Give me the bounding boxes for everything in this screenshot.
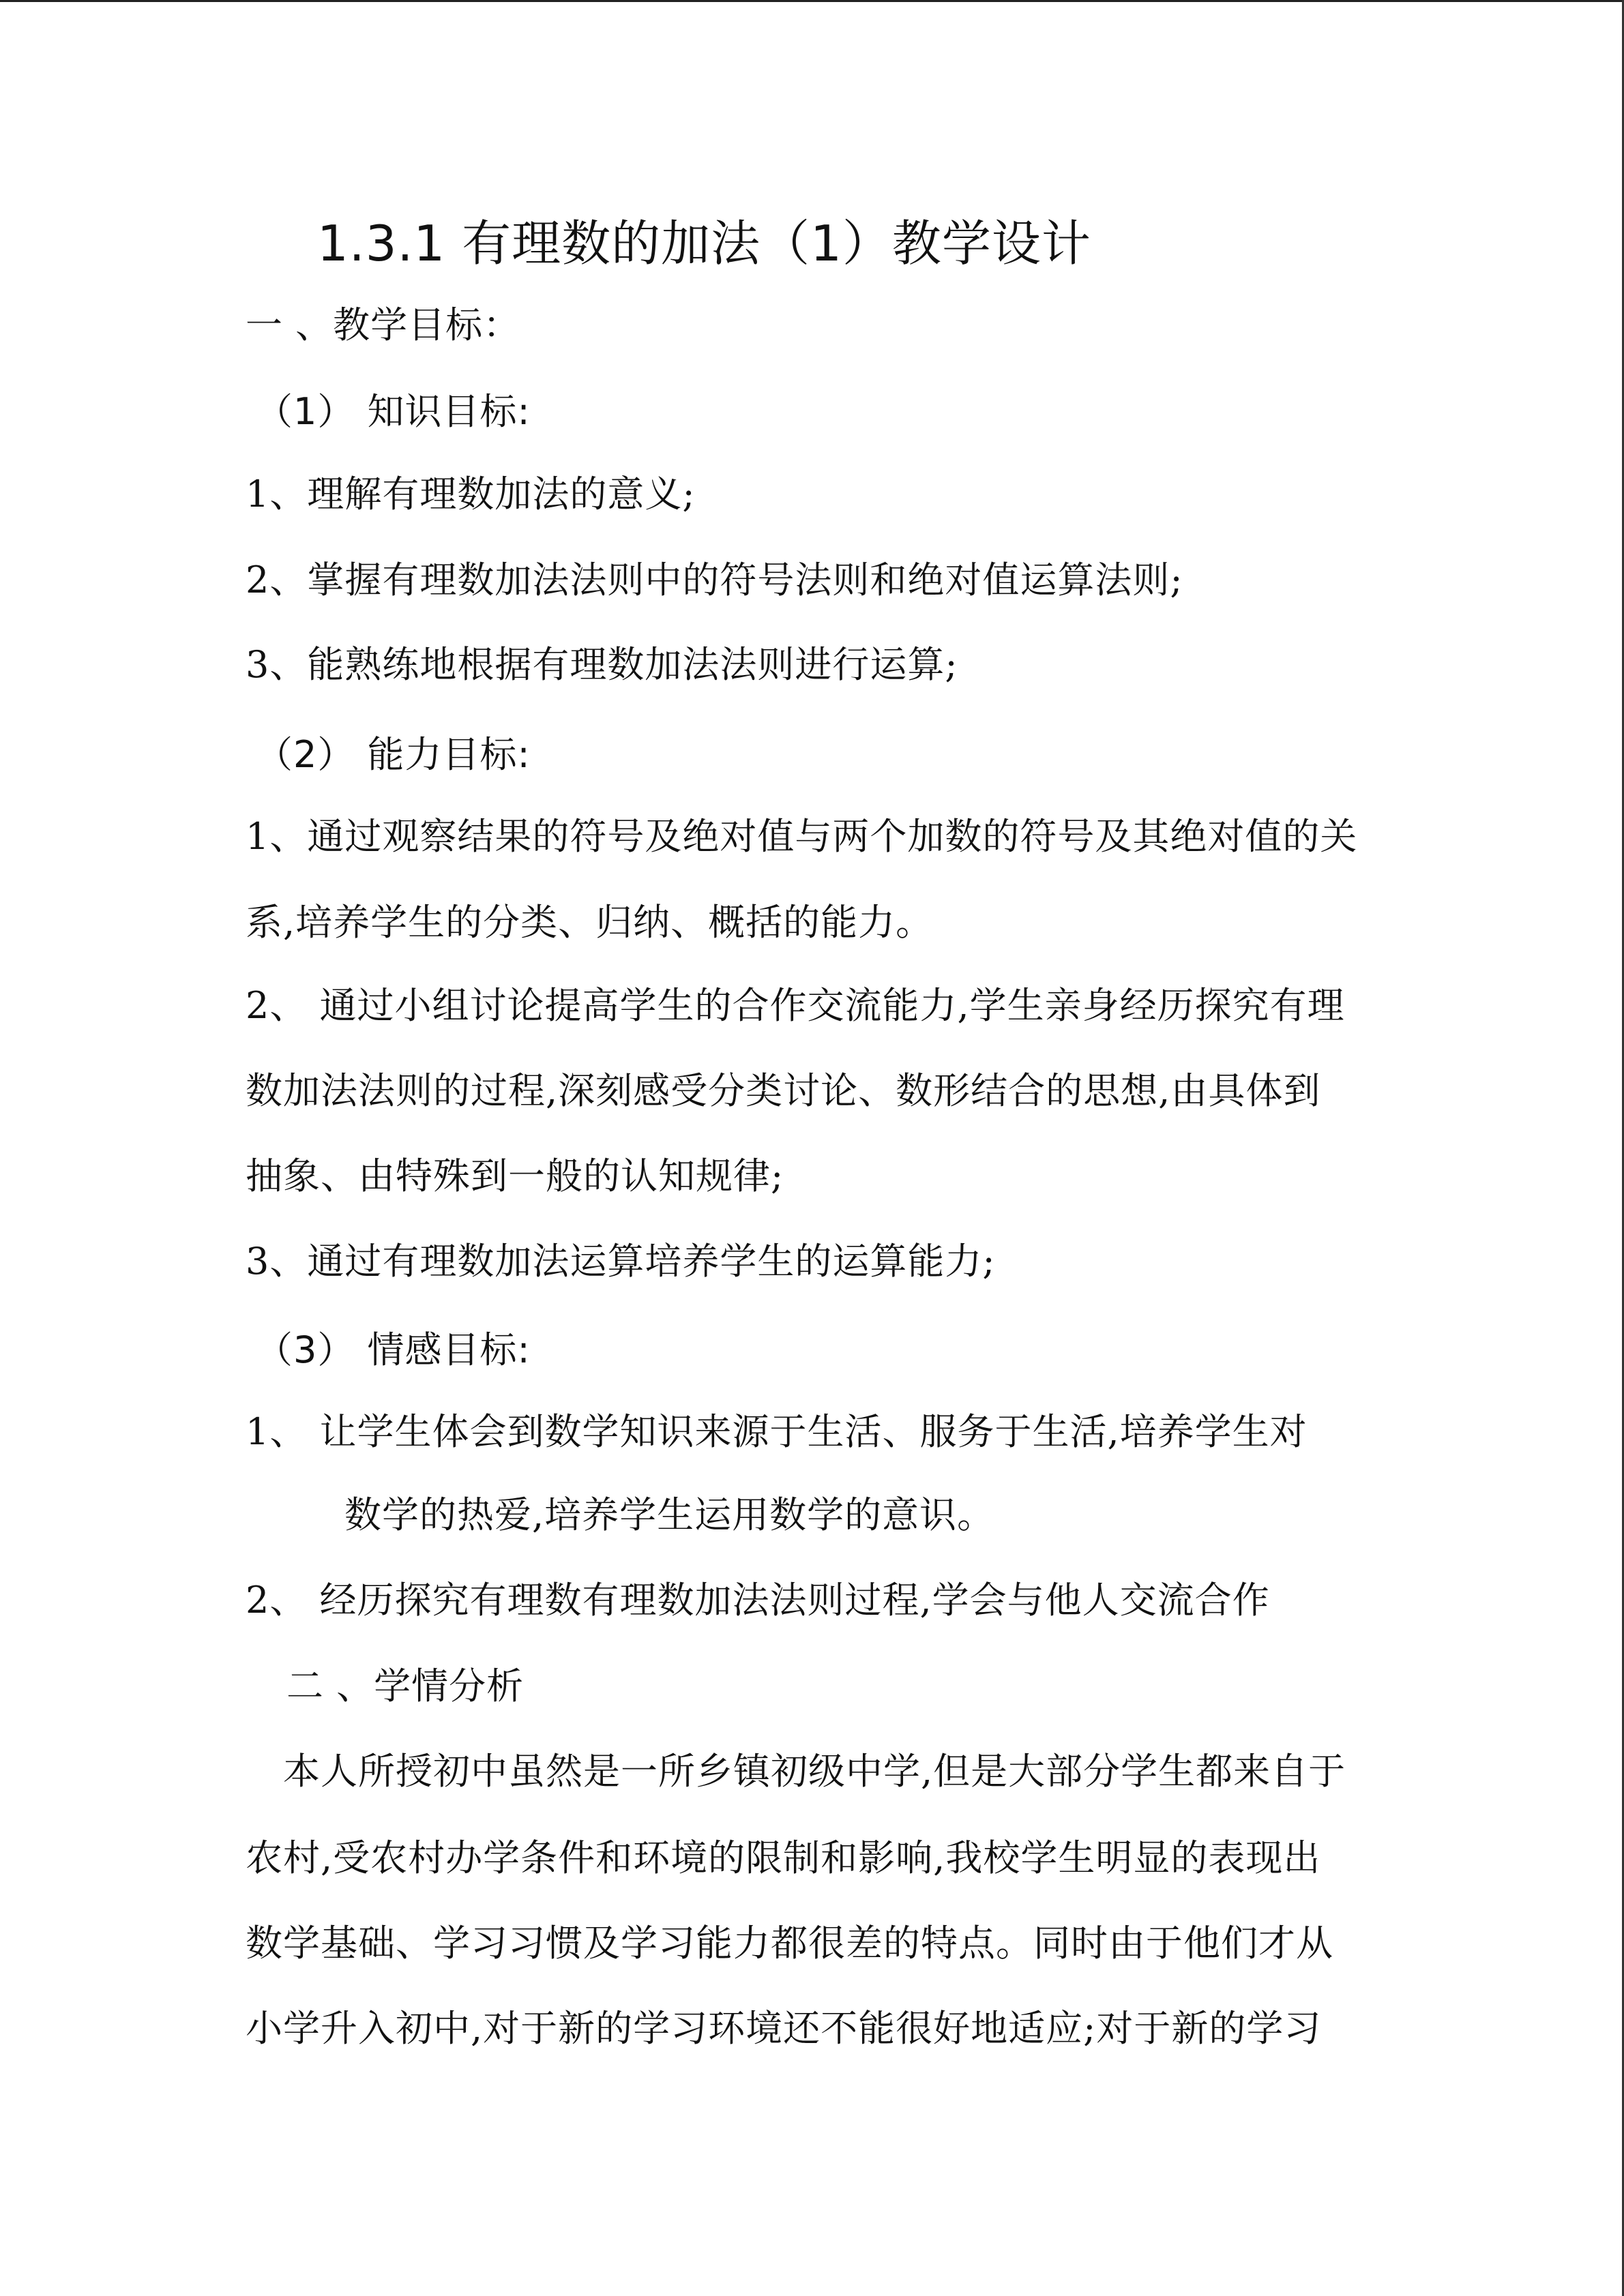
section-heading-student-analysis: 二 、学情分析 xyxy=(286,1665,525,1708)
paragraph-line: 1、理解有理数加法的意义; xyxy=(246,473,696,516)
paragraph-line: 系,培养学生的分类、归纳、概括的能力。 xyxy=(246,901,934,944)
paragraph-line: 2、掌握有理数加法法则中的符号法则和绝对值运算法则; xyxy=(246,558,1183,601)
paragraph-line: 1、通过观察结果的符号及绝对值与两个加数的符号及其绝对值的关 xyxy=(246,815,1358,858)
paragraph-line: 本人所授初中虽然是一所乡镇初级中学,但是大部分学生都来自于 xyxy=(283,1750,1346,1793)
subheading-affective-objectives: （3） 情感目标: xyxy=(256,1328,531,1371)
paragraph-line: 2、 通过小组讨论提高学生的合作交流能力,学生亲身经历探究有理 xyxy=(246,984,1345,1027)
subheading-ability-objectives: （2） 能力目标: xyxy=(256,733,531,776)
paragraph-line: 数学基础、学习习惯及学习能力都很差的特点。同时由于他们才从 xyxy=(246,1922,1333,1965)
paragraph-line: 数学的热爱,培养学生运用数学的意识。 xyxy=(344,1493,995,1536)
paragraph-line: 小学升入初中,对于新的学习环境还不能很好地适应;对于新的学习 xyxy=(246,2007,1322,2050)
paragraph-line: 数加法法则的过程,深刻感受分类讨论、数形结合的思想,由具体到 xyxy=(246,1069,1321,1112)
section-heading-objectives: 一 、教学目标： xyxy=(246,303,521,346)
paragraph-line: 抽象、由特殊到一般的认知规律; xyxy=(246,1154,784,1197)
paragraph-line: 3、能熟练地根据有理数加法法则进行运算; xyxy=(246,643,958,686)
paragraph-line: 农村,受农村办学条件和环境的限制和影响,我校学生明显的表现出 xyxy=(246,1836,1321,1879)
paragraph-line: 3、通过有理数加法运算培养学生的运算能力; xyxy=(246,1240,996,1283)
paragraph-line: 2、 经历探究有理数有理数加法法则过程,学会与他人交流合作 xyxy=(246,1579,1270,1622)
document-title: 1.3.1 有理数的加法（1）教学设计 xyxy=(317,215,1091,272)
subheading-knowledge-objectives: （1） 知识目标: xyxy=(256,390,531,433)
paragraph-line: 1、 让学生体会到数学知识来源于生活、服务于生活,培养学生对 xyxy=(246,1410,1308,1453)
page-top-border xyxy=(0,0,1624,2)
